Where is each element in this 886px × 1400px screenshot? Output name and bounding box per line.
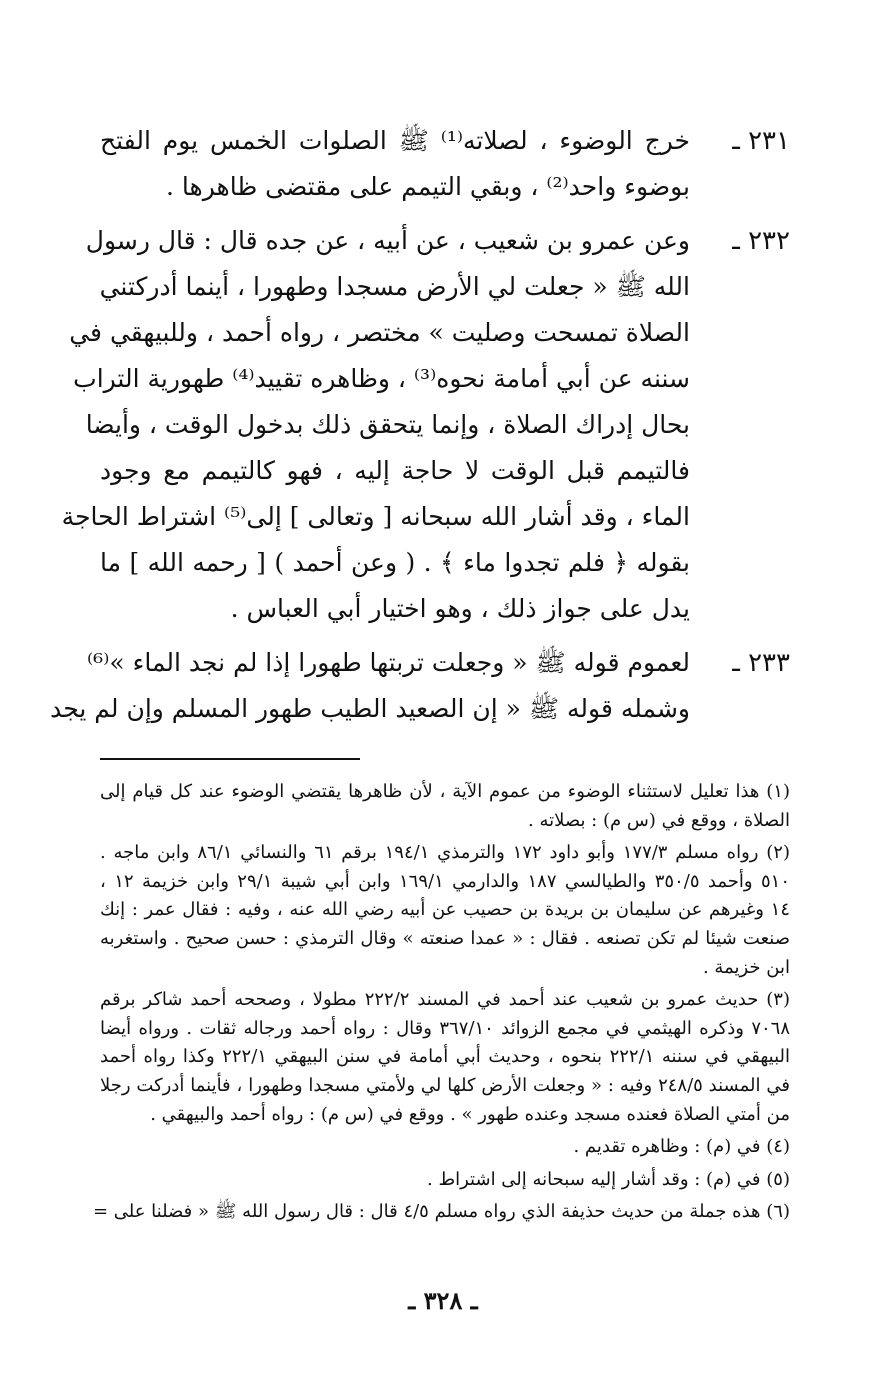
page-number: ـ ٣٢٨ ـ — [408, 1286, 478, 1315]
footnote-line: البيهقي في سننه ٢٢٢/١ بنحوه ، وحديث أبي أمامة في سنن البيهقي ٢٢٢/١ وكذا رواه أحمد — [100, 1046, 790, 1068]
footnote-5 — [100, 1166, 790, 1195]
footnote-4 — [100, 1133, 790, 1162]
footnote-line: ٧٠٦٨ وذكره الهيثمي في مجمع الزوائد ٣٦٧/١٠ وقال : رواه أحمد ورجاله ثقات . ورواه أيضا — [100, 1017, 790, 1039]
text-line: خرج الوضوء ، لصلاته⁽¹⁾ ﷺ الصلوات الخمس يوم الفتح — [100, 126, 691, 155]
footnote-line: ابن خزيمة . — [702, 956, 790, 978]
footnote-2 — [100, 839, 790, 982]
entry-number: ٢٣٢ ـ — [732, 226, 790, 256]
footnote-line: (٥) في (م) : وقد أشار إليه سبحانه إلى اشتراط . — [427, 1168, 790, 1190]
footnote-line: ١٤ وغيرهم عن سليمان بن بريدة بن حصيب عن أبيه رضي الله عنه ، وفيه : فقال عمر : إنك — [100, 899, 790, 921]
footnote-line: (١) هذا تعليل لاستثناء الوضوء من عموم الآية ، لأن ظاهرها يقتضي الوضوء عند كل قيام إلى — [100, 781, 790, 802]
footnote-line: (٣) حديث عمرو بن شعيب عند أحمد في المسند ٢٢٢/٢ مطولا ، وصححه أحمد شاكر برقم — [100, 989, 790, 1011]
text-line: الصلاة تمسحت وصليت » مختصر ، رواه أحمد ، وللبيهقي في — [69, 318, 690, 347]
footnote-line: (٦) هذه جملة من حديث حذيفة الذي رواه مسلم ٤/٥ قال : قال رسول الله ﷺ « فضلنا على = — [92, 1201, 790, 1223]
footnote-line: صنعت شيئا لم تكن تصنعه . فقال : « عمدا صنعته » وقال الترمذي : حسن صحيح . واستغربه — [100, 927, 790, 949]
text-line: سننه عن أبي أمامة نحوه⁽³⁾ ، وظاهره تقييد⁽⁴⁾ طهورية التراب — [73, 364, 690, 393]
text-line: الماء ، وقد أشار الله سبحانه [ وتعالى ] إلى⁽⁵⁾ اشتراط الحاجة — [61, 502, 690, 531]
entry-number: ٢٣٣ ـ — [732, 648, 790, 678]
entry-232 — [61, 218, 790, 632]
footnote-1 — [100, 778, 790, 835]
entry-number: ٢٣١ ـ — [732, 126, 790, 156]
text-line: بحال إدراك الصلاة ، وإنما يتحقق ذلك بدخول الوقت ، وأيضا — [85, 410, 690, 439]
footnote-line: من أمتي الصلاة فعنده مسجد وعنده طهور » . ووقع في (س م) : رواه أحمد والبيهقي . — [150, 1103, 790, 1125]
text-line: الله ﷺ « جعلت لي الأرض مسجدا وطهورا ، أينما أدركتني — [99, 272, 690, 301]
main-text — [50, 118, 790, 732]
footnote-3 — [100, 986, 790, 1129]
entry-231 — [100, 118, 790, 210]
footnote-line: في المسند ٢٤٨/٥ وفيه : « وجعلت الأرض كلها لي ولأمتي مسجدا وطهورا ، فأينما أدركت رجلا — [100, 1074, 790, 1096]
footnote-line: (٢) رواه مسلم ١٧٧/٣ وأبو داود ١٧٢ والترمذي ١٩٤/١ برقم ٦١ والنسائي ٨٦/١ وابن ماجه . — [100, 842, 790, 864]
footnote-6 — [92, 1198, 790, 1227]
footnote-line: ٥١٠ وأحمد ٣٥٠/٥ والطيالسي ١٨٧ والدارمي ١٦٩/١ وابن أبي شيبة ٢٩/١ وابن خزيمة ١٢ ، — [100, 870, 790, 892]
text-line: لعموم قوله ﷺ « وجعلت تربتها طهورا إذا لم نجد الماء »⁽⁶⁾ — [87, 648, 690, 677]
footnotes — [92, 778, 790, 1227]
text-line: فالتيمم قبل الوقت لا حاجة إليه ، فهو كالتيمم مع وجود — [100, 456, 690, 485]
footnote-line: (٤) في (م) : وظاهره تقديم . — [573, 1136, 790, 1158]
entry-233 — [50, 640, 790, 732]
text-line: وشمله قوله ﷺ « إن الصعيد الطيب طهور المسلم وإن لم يجد — [50, 694, 690, 723]
footnote-line: الصلاة ، ووقع في (س م) : بصلاته . — [528, 809, 790, 831]
text-line: وعن عمرو بن شعيب ، عن أبيه ، عن جده قال : قال رسول — [85, 226, 690, 255]
footnote-separator — [100, 758, 360, 760]
text-line: بوضوء واحد⁽²⁾ ، وبقي التيمم على مقتضى ظاهرها . — [166, 172, 690, 201]
text-line: يدل على جواز ذلك ، وهو اختيار أبي العباس . — [230, 594, 690, 623]
text-line: بقوله ﴿ فلم تجدوا ماء ﴾ . ( وعن أحمد ) [ رحمه الله ] ما — [100, 548, 690, 577]
